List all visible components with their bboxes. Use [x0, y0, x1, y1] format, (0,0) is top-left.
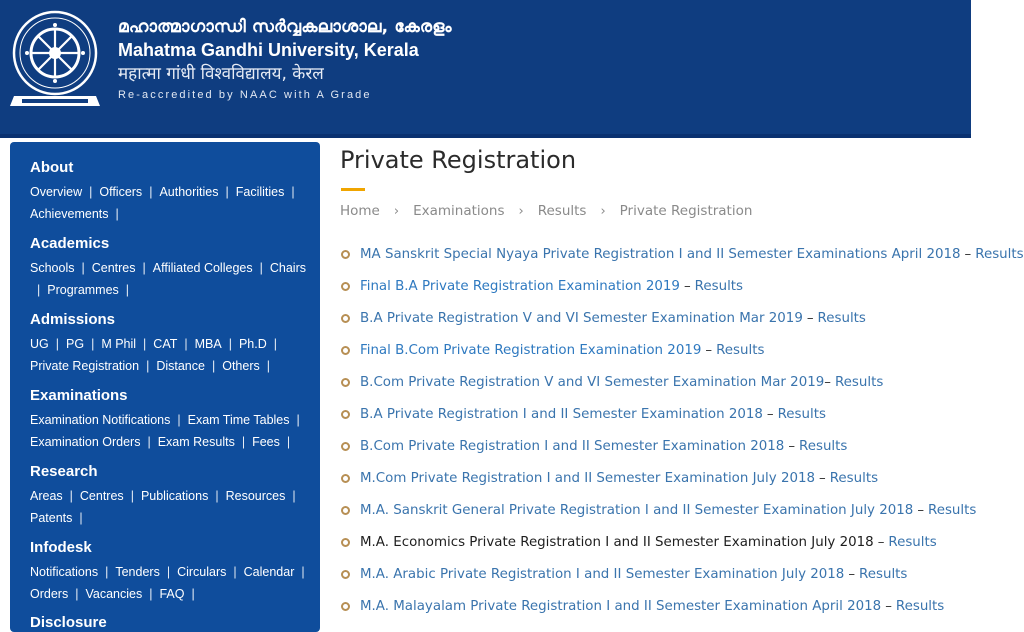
separator: | — [301, 565, 305, 579]
separator: | — [55, 337, 59, 351]
chevron-right-icon: › — [600, 203, 606, 219]
result-title-link[interactable]: B.A Private Registration V and VI Semester Examination Mar 2019 — [360, 310, 803, 326]
sidebar-item-circulars[interactable]: Circulars — [177, 565, 227, 579]
separator: | — [69, 489, 73, 503]
sidebar-item-centres[interactable]: Centres — [79, 489, 124, 503]
separator: | — [166, 565, 171, 579]
dash-separator: – — [917, 502, 925, 518]
separator: | — [89, 185, 93, 199]
list-item — [341, 366, 971, 398]
results-link[interactable]: Results — [895, 598, 945, 614]
sidebar-item-exam-results[interactable]: Exam Results — [157, 435, 235, 449]
accreditation-text: Re-accredited by NAAC with A Grade — [118, 89, 372, 101]
list-item — [341, 526, 971, 558]
sidebar-heading-admissions[interactable]: Admissions — [30, 311, 116, 328]
sidebar-item-chairs[interactable]: Chairs — [269, 261, 306, 275]
result-title-link[interactable]: MA Sanskrit Special Nyaya Private Registration I and II Semester Examinations April 2018 — [360, 246, 961, 262]
circle-bullet-icon — [341, 538, 350, 547]
dash-separator: – — [683, 278, 691, 294]
results-list — [341, 238, 1024, 622]
sidebar-item-tenders[interactable]: Tenders — [115, 565, 160, 579]
title-hindi: महात्मा गांधी विश्वविद्यालय, केरल — [118, 64, 324, 84]
separator: | — [177, 413, 181, 427]
sidebar-section-research — [10, 463, 320, 529]
dash-separator: – — [964, 246, 972, 262]
sidebar-item-orders[interactable]: Orders — [30, 587, 69, 601]
separator: | — [149, 587, 153, 601]
sidebar-heading-academics[interactable]: Academics — [30, 235, 110, 252]
separator: | — [143, 337, 147, 351]
sidebar-item-private-registration[interactable]: Private Registration — [30, 359, 140, 373]
sidebar-item-mba[interactable]: MBA — [194, 337, 222, 351]
separator: | — [125, 283, 130, 297]
separator: | — [273, 337, 278, 351]
circle-bullet-icon — [341, 506, 350, 515]
sidebar-item-patents[interactable]: Patents — [30, 511, 73, 525]
university-title-block — [118, 16, 452, 103]
sidebar-item-examination-notifications[interactable]: Examination Notifications — [30, 413, 171, 427]
header-divider — [0, 134, 971, 138]
circle-bullet-icon — [341, 442, 350, 451]
separator: | — [75, 587, 79, 601]
sidebar-section-academics — [10, 235, 320, 301]
results-link[interactable]: Results — [928, 502, 977, 518]
results-link[interactable]: Results — [694, 278, 744, 294]
results-link[interactable]: Results — [829, 470, 879, 486]
sidebar-item-fees[interactable]: Fees — [252, 435, 280, 449]
sidebar-item-examination-orders[interactable]: Examination Orders — [30, 435, 141, 449]
separator: | — [115, 207, 119, 221]
results-link[interactable]: Results — [716, 342, 765, 358]
list-item — [341, 494, 977, 526]
sidebar-heading-research[interactable]: Research — [30, 463, 98, 480]
chevron-right-icon: › — [393, 203, 400, 219]
list-item — [341, 558, 971, 590]
dash-separator: – — [819, 470, 826, 486]
sidebar-links — [30, 561, 320, 605]
sidebar-item-exam-time-tables[interactable]: Exam Time Tables — [187, 413, 290, 427]
circle-bullet-icon — [341, 602, 350, 611]
sidebar-section-infodesk — [10, 539, 320, 605]
sidebar-item-distance[interactable]: Distance — [156, 359, 205, 373]
sidebar-item-overview[interactable]: Overview — [30, 185, 83, 199]
circle-bullet-icon — [341, 570, 350, 579]
separator: | — [149, 185, 153, 199]
sidebar-item-ug[interactable]: UG — [30, 337, 49, 351]
sidebar-heading-examinations[interactable]: Examinations — [30, 387, 128, 404]
page-title: Private Registration — [340, 146, 577, 174]
dash-separator: – — [766, 406, 774, 422]
list-item — [341, 302, 971, 334]
sidebar-item-centres[interactable]: Centres — [91, 261, 136, 275]
breadcrumb-examinations[interactable]: Examinations — [413, 203, 505, 219]
results-link[interactable]: Results — [888, 534, 937, 550]
separator: | — [142, 261, 146, 275]
breadcrumb-results[interactable]: Results — [537, 203, 587, 219]
separator: | — [184, 337, 188, 351]
sidebar-nav — [10, 142, 320, 632]
separator: | — [266, 359, 270, 373]
separator: | — [291, 185, 295, 199]
sidebar-item-pg[interactable]: PG — [66, 337, 85, 351]
separator: | — [241, 435, 246, 449]
dash-separator: – — [824, 374, 831, 390]
breadcrumb-home[interactable]: Home — [340, 203, 380, 219]
dash-separator: – — [848, 566, 856, 582]
separator: | — [91, 337, 95, 351]
dash-separator: – — [705, 342, 713, 358]
site-header — [0, 0, 971, 134]
dash-separator: – — [877, 534, 885, 550]
results-link[interactable]: Results — [777, 406, 826, 422]
separator: | — [259, 261, 263, 275]
list-item — [341, 334, 971, 366]
chevron-right-icon: › — [518, 203, 524, 219]
sidebar-item-facilities[interactable]: Facilities — [235, 185, 285, 199]
circle-bullet-icon — [341, 474, 350, 483]
result-title-link[interactable]: Final B.Com Private Registration Examination 2019 — [360, 342, 702, 358]
separator: | — [211, 359, 216, 373]
breadcrumb-current: Private Registration — [619, 203, 753, 219]
dash-separator: – — [788, 438, 796, 454]
separator: | — [191, 587, 195, 601]
result-title-link[interactable]: M.A. Sanskrit General Private Registration I and II Semester Examination July 2018 — [360, 502, 914, 518]
sidebar-section-examinations — [10, 387, 320, 453]
sidebar-links — [30, 333, 320, 377]
circle-bullet-icon — [341, 378, 350, 387]
title-underline — [341, 188, 365, 191]
sidebar-item-areas[interactable]: Areas — [30, 489, 63, 503]
list-item — [341, 238, 1024, 270]
sidebar-item-faq[interactable]: FAQ — [159, 587, 185, 601]
separator: | — [225, 185, 229, 199]
result-title-link[interactable]: M.A. Arabic Private Registration I and II Semester Examination July 2018 — [360, 566, 845, 582]
list-item — [341, 398, 971, 430]
circle-bullet-icon — [341, 410, 350, 419]
list-item — [341, 270, 971, 302]
result-title-link[interactable]: M.A. Malayalam Private Registration I and II Semester Examination April 2018 — [360, 598, 882, 614]
sidebar-links — [30, 485, 320, 529]
results-link[interactable]: Results — [817, 310, 866, 326]
results-link[interactable]: Results — [834, 374, 884, 390]
separator: | — [147, 435, 151, 449]
separator: | — [286, 435, 291, 449]
separator: | — [146, 359, 150, 373]
results-link[interactable]: Results — [859, 566, 908, 582]
sidebar-item-programmes[interactable]: Programmes — [47, 283, 119, 297]
dash-separator: – — [885, 598, 892, 614]
separator: | — [79, 511, 83, 525]
list-item — [341, 430, 971, 462]
dash-separator: – — [806, 310, 814, 326]
sidebar-heading-infodesk[interactable]: Infodesk — [30, 539, 92, 556]
separator: | — [37, 283, 41, 297]
result-title-link[interactable]: B.A Private Registration I and II Semester Examination 2018 — [360, 406, 763, 422]
breadcrumb — [340, 202, 752, 220]
sidebar-item-notifications[interactable]: Notifications — [30, 565, 99, 579]
sidebar-item-ph-d[interactable]: Ph.D — [238, 337, 267, 351]
sidebar-item-others[interactable]: Others — [222, 359, 260, 373]
result-title-link[interactable]: Final B.A Private Registration Examination 2019 — [360, 278, 680, 294]
sidebar-item-calendar[interactable]: Calendar — [243, 565, 295, 579]
sidebar-item-resources[interactable]: Resources — [225, 489, 286, 503]
sidebar-heading-disclosure[interactable]: Disclosure — [30, 614, 107, 631]
sidebar-links — [30, 409, 320, 453]
separator: | — [105, 565, 109, 579]
sidebar-item-cat[interactable]: CAT — [153, 337, 178, 351]
title-malayalam: മഹാത്മാഗാന്ധി സർവ്വകലാശാല, കേരളം — [118, 17, 452, 37]
title-english: Mahatma Gandhi University, Kerala — [118, 40, 419, 60]
separator: | — [233, 565, 237, 579]
results-link[interactable]: Results — [799, 438, 848, 454]
sidebar-item-m-phil[interactable]: M Phil — [101, 337, 137, 351]
separator: | — [296, 413, 300, 427]
sidebar-links — [30, 181, 320, 225]
separator: | — [228, 337, 232, 351]
circle-bullet-icon — [341, 282, 350, 291]
separator: | — [81, 261, 85, 275]
sidebar-item-achievements[interactable]: Achievements — [30, 207, 109, 221]
result-title-link[interactable]: B.Com Private Registration I and II Semester Examination 2018 — [360, 438, 785, 454]
sidebar-item-affiliated-colleges[interactable]: Affiliated Colleges — [152, 261, 253, 275]
separator: | — [215, 489, 219, 503]
separator: | — [130, 489, 134, 503]
separator: | — [292, 489, 296, 503]
circle-bullet-icon — [341, 314, 350, 323]
sidebar-section-disclosure — [10, 614, 320, 632]
sidebar-item-vacancies[interactable]: Vacancies — [85, 587, 143, 601]
results-link[interactable]: Results — [975, 246, 1024, 262]
result-title-link[interactable]: M.Com Private Registration I and II Semester Examination July 2018 — [360, 470, 816, 486]
result-title-link: M.A. Economics Private Registration I and II Semester Examination July 2018 — [360, 534, 874, 550]
sidebar-section-about — [10, 159, 320, 225]
sidebar-item-officers[interactable]: Officers — [99, 185, 143, 199]
sidebar-item-schools[interactable]: Schools — [30, 261, 75, 275]
list-item — [341, 590, 971, 622]
sidebar-item-publications[interactable]: Publications — [140, 489, 209, 503]
sidebar-section-admissions — [10, 311, 320, 377]
list-item — [341, 462, 971, 494]
circle-bullet-icon — [341, 250, 350, 259]
circle-bullet-icon — [341, 346, 350, 355]
sidebar-links — [30, 257, 320, 301]
result-title-link[interactable]: B.Com Private Registration V and VI Semester Examination Mar 2019 — [360, 374, 825, 390]
university-logo[interactable] — [8, 8, 102, 110]
sidebar-heading-about[interactable]: About — [30, 159, 74, 176]
sidebar-item-authorities[interactable]: Authorities — [159, 185, 219, 199]
